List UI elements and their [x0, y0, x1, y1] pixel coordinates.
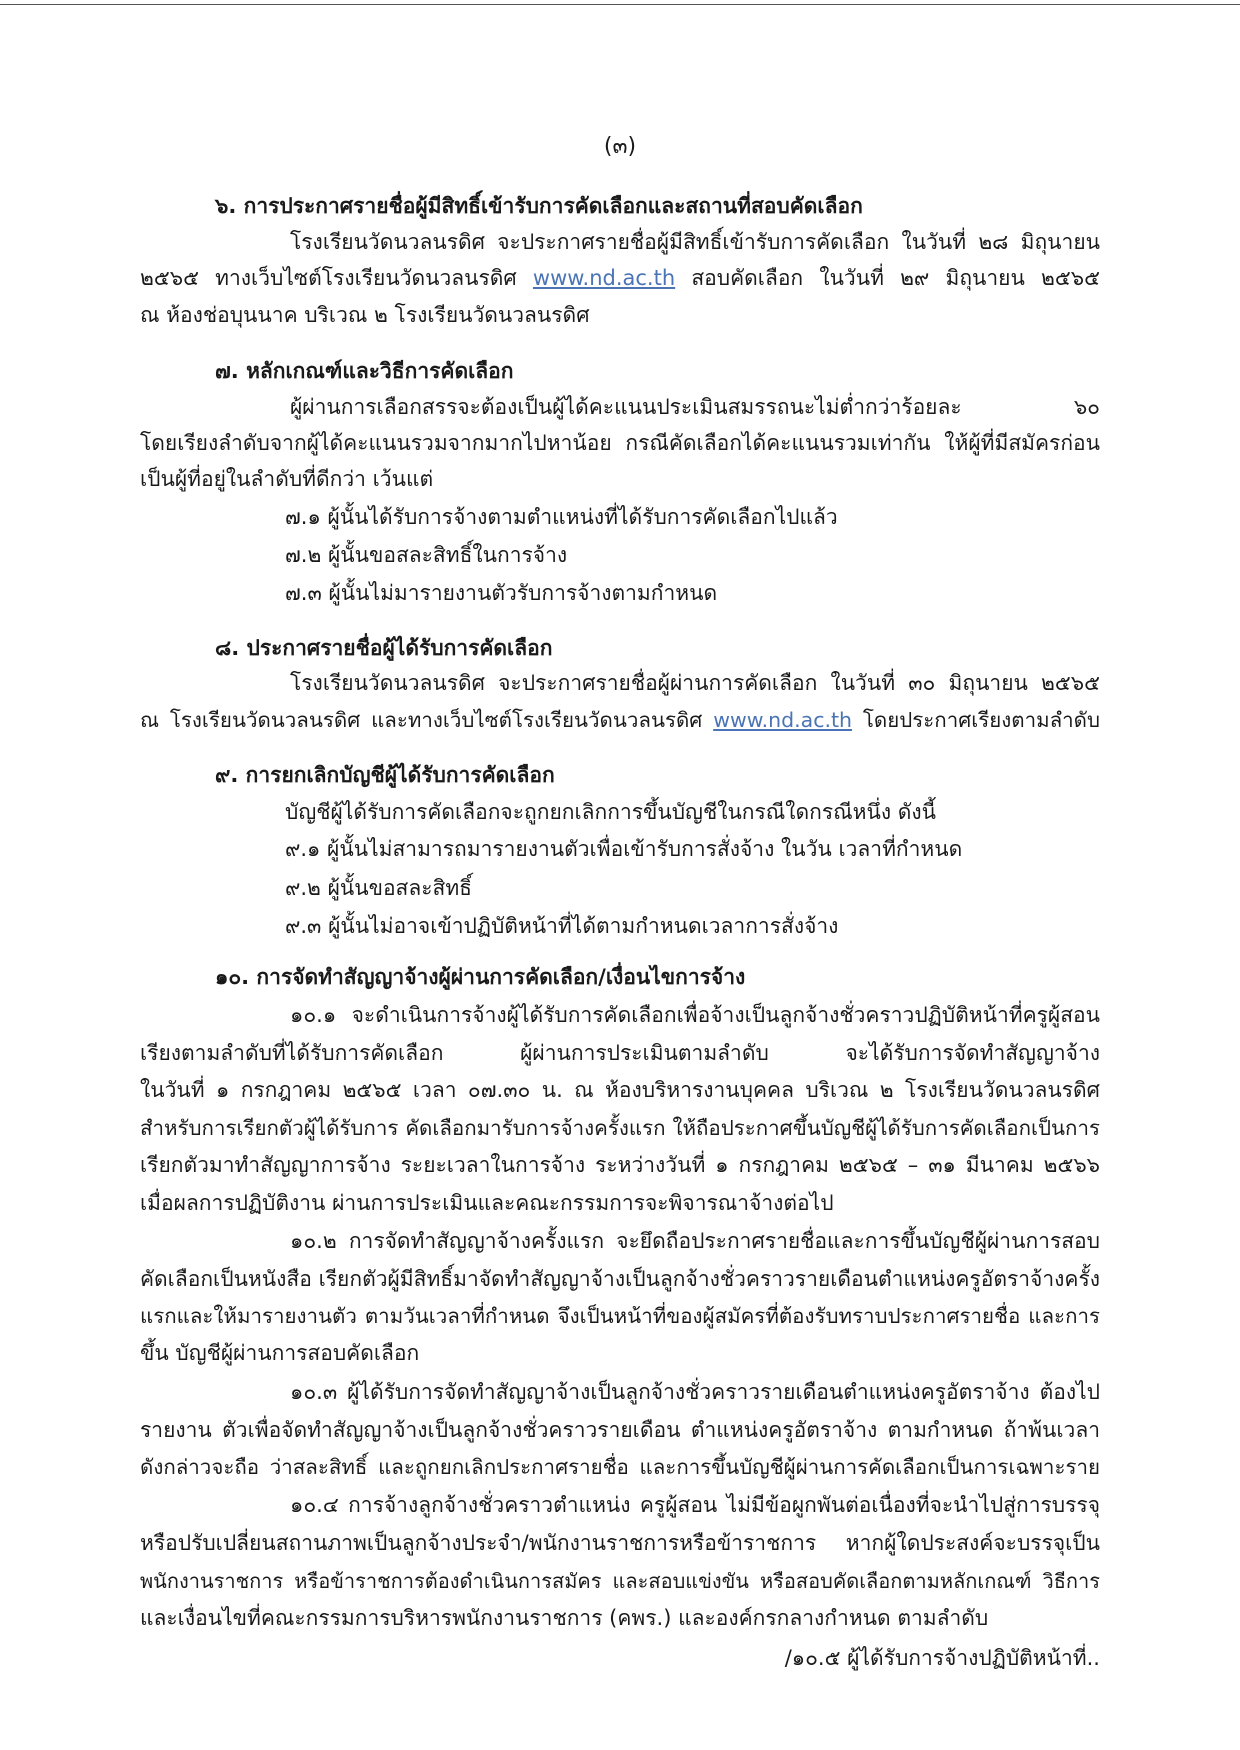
section-9-heading: ๙. การยกเลิกบัญชีผู้ได้รับการคัดเลือก [215, 763, 555, 787]
section-8-text: ณ โรงเรียนวัดนวลนรดิศ และทางเว็บไซต์โรงเรียนวัดนวลนรดิศ [140, 708, 703, 732]
page-top-border [0, 4, 1240, 5]
section-10-1-line: เมื่อผลการปฏิบัติงาน ผ่านการประเมินและคณะกรรมการจะพิจารณาจ้างต่อไป [140, 1191, 834, 1215]
section-6-heading: ๖. การประกาศรายชื่อผู้มีสิทธิ์เข้ารับการคัดเลือกและสถานที่สอบคัดเลือก [215, 194, 863, 218]
section-10-4-line: พนักงานราชการ หรือข้าราชการต้องดำเนินการสมัคร และสอบแข่งขัน หรือสอบคัดเลือกตามหลักเกณฑ์ วิธีการ [140, 1569, 1100, 1593]
page-number: (๓) [603, 134, 637, 159]
section-6-text: ๒๕๖๕ ทางเว็บไซต์โรงเรียนวัดนวลนรดิศ [140, 266, 517, 290]
section-10-3-line: รายงาน ตัวเพื่อจัดทำสัญญาจ้างเป็นลูกจ้างชั่วคราวรายเดือน ตำแหน่งครูอัตราจ้าง ตามกำหนด ถ้าพ้นเวลา [140, 1418, 1100, 1442]
section-10-3-line: ๑๐.๓ ผู้ได้รับการจัดทำสัญญาจ้างเป็นลูกจ้างชั่วคราวรายเดือนตำแหน่งครูอัตราจ้าง ต้องไป [290, 1380, 1100, 1404]
section-6-text: สอบคัดเลือก ในวันที่ ๒๙ มิถุนายน ๒๕๖๕ [691, 266, 1100, 290]
section-6-line: ณ ห้องช่อบุนนาค บริเวณ ๒ โรงเรียนวัดนวลนรดิศ [140, 303, 590, 327]
section-10-1-line: ในวันที่ ๑ กรกฎาคม ๒๕๖๕ เวลา ๐๗.๓๐ น. ณ ห้องบริหารงานบุคคล บริเวณ ๒ โรงเรียนวัดนวลนรดิศ [140, 1078, 1100, 1102]
section-10-1-line: สำหรับการเรียกตัวผู้ได้รับการ คัดเลือกมารับการจ้างครั้งแรก ให้ถือประกาศขึ้นบัญชีผู้ได้รับการคัดเลือกเป็นการ [140, 1116, 1100, 1140]
section-8-heading: ๘. ประกาศรายชื่อผู้ได้รับการคัดเลือก [215, 636, 553, 660]
section-10-2-line: ขึ้น บัญชีผู้ผ่านการสอบคัดเลือก [140, 1341, 420, 1365]
school-website-link[interactable]: www.nd.ac.th [532, 266, 676, 290]
section-9-item-3: ๙.๓ ผู้นั้นไม่อาจเข้าปฏิบัติหน้าที่ได้ตามกำหนดเวลาการสั่งจ้าง [285, 914, 839, 938]
school-website-link[interactable]: www.nd.ac.th [713, 708, 853, 732]
section-7-line: เป็นผู้ที่อยู่ในลำดับที่ดีกว่า เว้นแต่ [140, 467, 434, 491]
section-9-item-1: ๙.๑ ผู้นั้นไม่สามารถมารายงานตัวเพื่อเข้ารับการสั่งจ้าง ในวัน เวลาที่กำหนด [285, 837, 963, 861]
section-8-text: โดยประกาศเรียงตามลำดับ [862, 708, 1100, 732]
section-10-4-line: หรือปรับเปลี่ยนสถานภาพเป็นลูกจ้างประจำ/พนักงานราชการหรือข้าราชการ หากผู้ใดประสงค์จะบรรจุเป็น [140, 1531, 1100, 1555]
section-10-1-line: เรียกตัวมาทำสัญญาการจ้าง ระยะเวลาในการจ้าง ระหว่างวันที่ ๑ กรกฎาคม ๒๕๖๕ – ๓๑ มีนาคม ๒๕๖๖ [140, 1153, 1100, 1177]
section-7-line: โดยเรียงลำดับจากผู้ได้คะแนนรวมจากมากไปหาน้อย กรณีคัดเลือกได้คะแนนรวมเท่ากัน ให้ผู้ที่มีสมัครก่อน [140, 431, 1100, 455]
section-10-4-line: และเงื่อนไขที่คณะกรรมการบริหารพนักงานราชการ (คพร.) และองค์กรกลางกำหนด ตามลำดับ [140, 1606, 989, 1630]
section-9-line: บัญชีผู้ได้รับการคัดเลือกจะถูกยกเลิกการขึ้นบัญชีในกรณีใดกรณีหนึ่ง ดังนี้ [285, 800, 937, 824]
section-8-line [140, 705, 1100, 735]
section-7-item-2: ๗.๒ ผู้นั้นขอสละสิทธิ์ในการจ้าง [285, 543, 568, 567]
section-7-line: ผู้ผ่านการเลือกสรรจะต้องเป็นผู้ได้คะแนนประเมินสมรรถนะไม่ต่ำกว่าร้อยละ ๖๐ [290, 395, 1100, 419]
section-6-line [140, 263, 1100, 293]
section-10-1-line: ๑๐.๑ จะดำเนินการจ้างผู้ได้รับการคัดเลือกเพื่อจ้างเป็นลูกจ้างชั่วคราวปฏิบัติหน้าที่ครูผู้สอน [290, 1003, 1100, 1027]
section-7-item-3: ๗.๓ ผู้นั้นไม่มารายงานตัวรับการจ้างตามกำหนด [285, 581, 718, 605]
section-8-line: โรงเรียนวัดนวลนรดิศ จะประกาศรายชื่อผู้ผ่านการคัดเลือก ในวันที่ ๓๐ มิถุนายน ๒๕๖๕ [290, 671, 1100, 695]
section-7-heading: ๗. หลักเกณฑ์และวิธีการคัดเลือก [215, 359, 514, 383]
section-9-item-2: ๙.๒ ผู้นั้นขอสละสิทธิ์ [285, 876, 473, 900]
section-10-2-line: ๑๐.๒ การจัดทำสัญญาจ้างครั้งแรก จะยึดถือประกาศรายชื่อและการขึ้นบัญชีผู้ผ่านการสอบ [290, 1229, 1100, 1253]
section-10-1-line: เรียงตามลำดับที่ได้รับการคัดเลือก ผู้ผ่านการประเมินตามลำดับ จะได้รับการจัดทำสัญญาจ้าง [140, 1041, 1100, 1065]
section-10-2-line: แรกและให้มารายงานตัว ตามวันเวลาที่กำหนด จึงเป็นหน้าที่ของผู้สมัครที่ต้องรับทราบประกาศรายชื่อ และการ [140, 1304, 1100, 1328]
section-10-heading: ๑๐. การจัดทำสัญญาจ้างผู้ผ่านการคัดเลือก/เงื่อนไขการจ้าง [215, 965, 746, 989]
section-6-line: โรงเรียนวัดนวลนรดิศ จะประกาศรายชื่อผู้มีสิทธิ์เข้ารับการคัดเลือก ในวันที่ ๒๘ มิถุนายน [290, 230, 1100, 254]
section-10-2-line: คัดเลือกเป็นหนังสือ เรียกตัวผู้มีสิทธิ์มาจัดทำสัญญาจ้างเป็นลูกจ้างชั่วคราวรายเดือนตำแหน่งครูอัตราจ้างครั้ง [140, 1267, 1100, 1291]
continuation-note: /๑๐.๕ ผู้ได้รับการจ้างปฏิบัติหน้าที่.. [784, 1646, 1100, 1670]
section-10-4-line: ๑๐.๔ การจ้างลูกจ้างชั่วคราวตำแหน่ง ครูผู้สอน ไม่มีข้อผูกพันต่อเนื่องที่จะนำไปสู่การบรรจุ [290, 1493, 1100, 1517]
section-7-item-1: ๗.๑ ผู้นั้นได้รับการจ้างตามตำแหน่งที่ได้รับการคัดเลือกไปแล้ว [285, 505, 838, 529]
section-10-3-line: ดังกล่าวจะถือ ว่าสละสิทธิ์ และถูกยกเลิกประกาศรายชื่อ และการขึ้นบัญชีผู้ผ่านการคัดเลือกเป็นการเฉพาะราย [140, 1455, 1100, 1479]
